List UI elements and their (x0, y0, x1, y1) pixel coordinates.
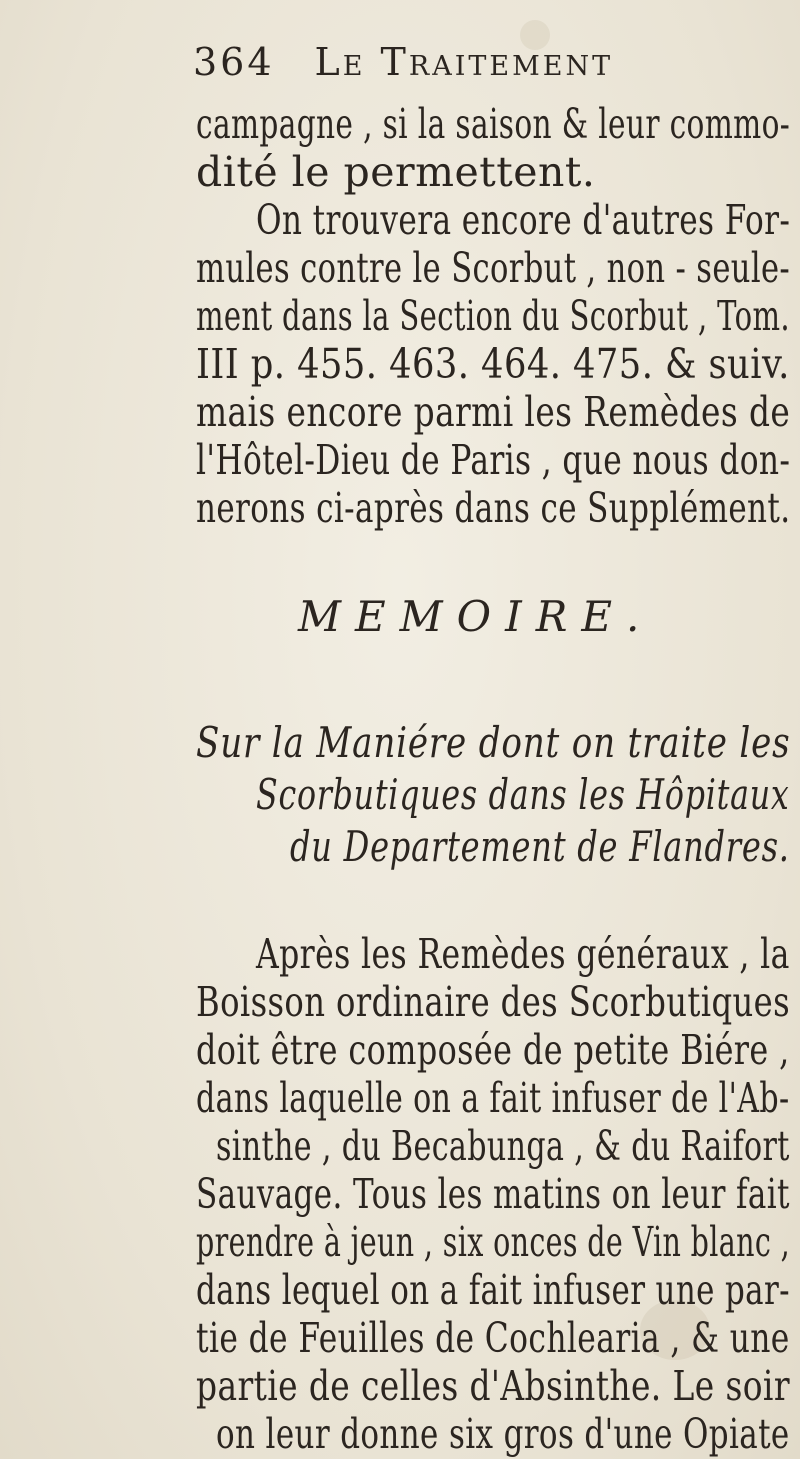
text-line: nerons ci-après dans ce Supplément. (196, 484, 791, 532)
text-line: partie de celles d'Absinthe. Le soir (196, 1362, 790, 1410)
text-line: dans laquelle on a fait infuser de l'Ab- (196, 1074, 790, 1122)
text-line: dans lequel on a fait infuser une par- (196, 1266, 790, 1314)
text-line: mais encore parmi les Remèdes de (196, 388, 791, 436)
text-line: l'Hôtel-Dieu de Paris , que nous don- (196, 436, 791, 484)
text-line: III p. 455. 463. 464. 475. & suiv. (196, 340, 790, 388)
running-header (193, 40, 613, 84)
memoire-title: MEMOIRE. (298, 592, 654, 641)
text-line: mules contre le Scorbut , non - seule- (196, 244, 791, 292)
text-line: tie de Feuilles de Cochlearia , & une (196, 1314, 790, 1362)
memoire-subtitle-line: du Departement de Flandres. (290, 822, 790, 871)
text-line: Boisson ordinaire des Scorbutiques (196, 978, 791, 1026)
text-line: On trouvera encore d'autres For- (256, 196, 791, 244)
text-line: on leur donne six gros d'une Opiate (216, 1410, 790, 1458)
memoire-subtitle-line: Scorbutiques dans les Hôpitaux (256, 770, 790, 819)
text-line: sinthe , du Becabunga , & du Raifort (216, 1122, 790, 1170)
page-number: 364 (193, 40, 275, 84)
text-line: dité le permettent. (196, 148, 596, 196)
running-title: Le Traitement (314, 40, 614, 84)
text-line: ment dans la Section du Scorbut , Tom. (196, 292, 790, 340)
text-line: Sauvage. Tous les matins on leur fait (196, 1170, 790, 1218)
text-line: prendre à jeun , six onces de Vin blanc , (196, 1218, 790, 1266)
text-line: Après les Remèdes généraux , la (256, 930, 790, 978)
memoire-subtitle-line: Sur la Maniére dont on traite les (196, 718, 791, 767)
text-line: campagne , si la saison & leur commo- (196, 100, 791, 148)
text-line: doit être composée de petite Biére , (196, 1026, 790, 1074)
